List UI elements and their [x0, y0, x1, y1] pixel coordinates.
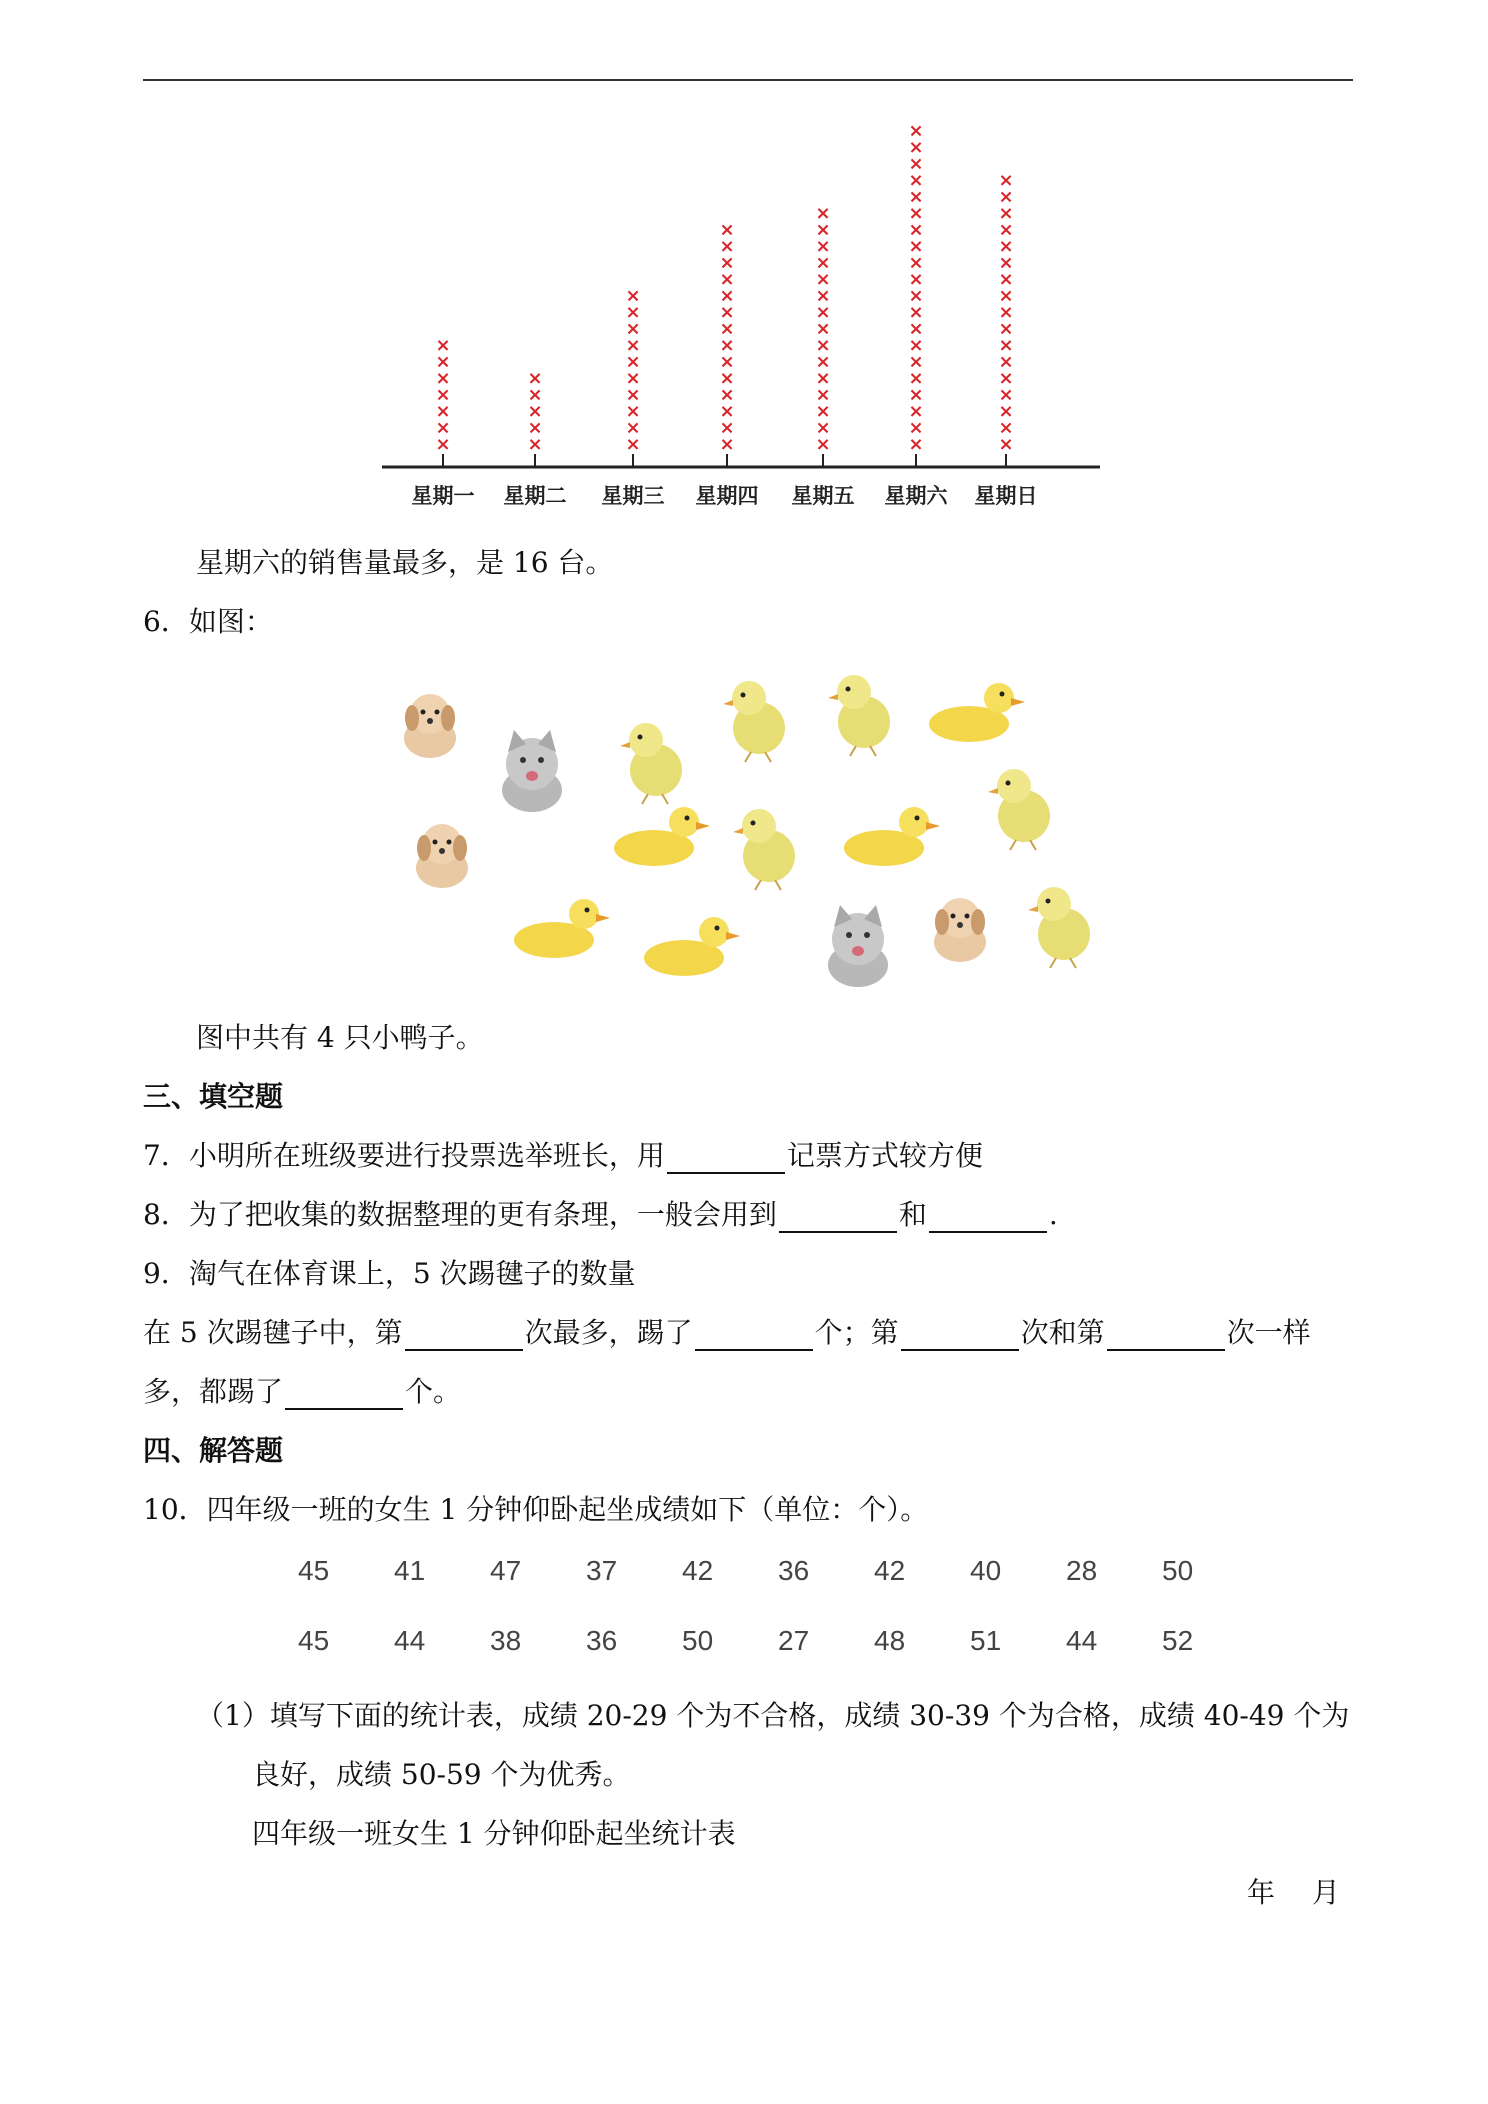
- q8-text-c: .: [1048, 1198, 1058, 1231]
- x-marker: ×: [908, 153, 924, 175]
- x-marker: ×: [908, 203, 924, 224]
- x-marker: ×: [908, 368, 924, 389]
- x-marker: ×: [815, 368, 831, 389]
- x-marker: ×: [908, 252, 924, 274]
- score-value: 51: [970, 1625, 1002, 1656]
- x-marker: ×: [815, 269, 831, 290]
- x-marker: ×: [998, 252, 1014, 274]
- q9-text-e: 次一样: [1226, 1316, 1311, 1349]
- x-marker: ×: [908, 137, 924, 158]
- x-marker: ×: [719, 252, 735, 274]
- q5-answer: 星期六的销售量最多，是 16 台。: [196, 546, 614, 579]
- x-marker: ×: [815, 203, 831, 224]
- q6-answer: 图中共有 4 只小鸭子。: [196, 1021, 484, 1054]
- section-3-heading: 三、填空题: [143, 1080, 284, 1113]
- q9-text-d: 次和第: [1020, 1316, 1105, 1349]
- x-marker: ×: [815, 384, 831, 406]
- x-marker: ×: [435, 434, 451, 455]
- score-value: 37: [586, 1555, 618, 1586]
- x-marker: ×: [719, 219, 735, 241]
- score-value: 45: [298, 1555, 330, 1586]
- header-rule: [143, 79, 1353, 81]
- scores-row-2: [298, 1625, 1258, 1657]
- x-marker: ×: [435, 351, 451, 373]
- q9-text-c: 个；第: [814, 1316, 899, 1349]
- x-marker: ×: [908, 120, 924, 142]
- score-value: 36: [586, 1625, 618, 1656]
- x-marker: ×: [998, 203, 1014, 224]
- x-marker: ×: [625, 434, 641, 455]
- x-marker: ×: [998, 351, 1014, 373]
- q9-blank-4[interactable]: [1107, 1319, 1225, 1351]
- x-marker: ×: [998, 417, 1014, 439]
- x-marker: ×: [719, 335, 735, 356]
- x-marker: ×: [908, 384, 924, 406]
- question-9-line-1: [143, 1315, 1311, 1351]
- chick-image: [733, 809, 795, 890]
- x-marker: ×: [719, 434, 735, 455]
- q8-blank-1[interactable]: [779, 1201, 897, 1233]
- x-marker: ×: [435, 335, 451, 356]
- q9-blank-5[interactable]: [285, 1378, 403, 1410]
- score-value: 50: [682, 1625, 714, 1656]
- animals-picture: [390, 672, 1110, 1002]
- x-marker: ×: [815, 302, 831, 323]
- x-marker: ×: [815, 335, 831, 356]
- x-marker: ×: [435, 401, 451, 422]
- x-marker: ×: [998, 269, 1014, 290]
- score-value: 38: [490, 1625, 522, 1656]
- x-marker: ×: [998, 318, 1014, 340]
- x-marker: ×: [719, 401, 735, 422]
- x-tick-label: 星期二: [503, 484, 567, 508]
- score-value: 27: [778, 1625, 810, 1656]
- x-marker: ×: [908, 170, 924, 191]
- x-marker: ×: [625, 318, 641, 340]
- x-marker: ×: [998, 285, 1014, 307]
- q8-blank-2[interactable]: [929, 1201, 1047, 1233]
- x-marker: ×: [815, 351, 831, 373]
- x-marker: ×: [998, 186, 1014, 208]
- x-marker: ×: [998, 434, 1014, 455]
- x-marker: ×: [998, 335, 1014, 356]
- question-8: [143, 1197, 1058, 1233]
- x-tick-label: 星期三: [601, 484, 665, 508]
- x-marker: ×: [998, 368, 1014, 389]
- x-tick-label: 星期六: [884, 484, 948, 508]
- x-marker: ×: [815, 252, 831, 274]
- x-marker: ×: [435, 417, 451, 439]
- scores-row-1: [298, 1555, 1258, 1587]
- q9-text-b: 次最多，踢了: [524, 1316, 693, 1349]
- q9-text-f: 多，都踢了: [143, 1375, 284, 1408]
- question-9-line-2: [143, 1374, 461, 1410]
- x-marker: ×: [815, 236, 831, 257]
- x-marker: ×: [527, 368, 543, 389]
- x-marker: ×: [998, 236, 1014, 257]
- x-marker: ×: [815, 401, 831, 422]
- q7-text-b: 记票方式较方便: [786, 1139, 983, 1172]
- x-marker: ×: [815, 434, 831, 455]
- x-marker: ×: [719, 302, 735, 323]
- x-marker: ×: [625, 417, 641, 439]
- x-marker: ×: [908, 285, 924, 307]
- q8-text-a: 8．为了把收集的数据整理的更有条理，一般会用到: [143, 1198, 777, 1231]
- q9-title: 9．淘气在体育课上，5 次踢毽子的数量: [143, 1257, 636, 1290]
- q9-text-g: 个。: [405, 1375, 462, 1408]
- x-marker: ×: [998, 302, 1014, 323]
- score-value: 42: [682, 1555, 714, 1586]
- x-marker: ×: [815, 318, 831, 340]
- x-marker: ×: [435, 384, 451, 406]
- x-marker: ×: [719, 351, 735, 373]
- q10-sub1-line-1: （1）填写下面的统计表，成绩 20-29 个为不合格，成绩 30-39 个为合格，成绩 40-49 个为: [196, 1699, 1350, 1732]
- x-marker: ×: [908, 269, 924, 290]
- x-marker: ×: [527, 417, 543, 439]
- score-value: 42: [874, 1555, 906, 1586]
- score-value: 44: [1066, 1625, 1098, 1656]
- x-marker: ×: [908, 351, 924, 373]
- x-marker: ×: [527, 384, 543, 406]
- x-marker: ×: [625, 368, 641, 389]
- duckling-image: [844, 807, 940, 866]
- x-marker: ×: [625, 384, 641, 406]
- q9-blank-3[interactable]: [901, 1319, 1019, 1351]
- x-marker: ×: [908, 219, 924, 241]
- x-tick-label: 星期四: [695, 484, 759, 508]
- x-marker: ×: [815, 219, 831, 241]
- table-title: 四年级一班女生 1 分钟仰卧起坐统计表: [252, 1817, 736, 1850]
- x-marker: ×: [908, 401, 924, 422]
- x-marker: ×: [908, 236, 924, 257]
- q9-text-a: 在 5 次踢毽子中，第: [143, 1316, 403, 1349]
- x-marker: ×: [625, 285, 641, 307]
- x-tick-label: 星期一: [411, 484, 475, 508]
- score-value: 28: [1066, 1555, 1098, 1586]
- q6-title: 6．如图：: [143, 605, 273, 638]
- x-marker: ×: [908, 417, 924, 439]
- x-marker: ×: [998, 170, 1014, 191]
- question-7: [143, 1138, 983, 1174]
- x-marker: ×: [719, 417, 735, 439]
- x-marker: ×: [527, 401, 543, 422]
- chick-image: [988, 769, 1050, 850]
- q10-sub1-line-2: 良好，成绩 50-59 个为优秀。: [252, 1758, 631, 1791]
- x-marker: ×: [815, 417, 831, 439]
- chick-image: [1028, 887, 1090, 968]
- x-marker: ×: [908, 186, 924, 208]
- date-label: 年 月: [1247, 1876, 1340, 1909]
- duckling-image: [929, 683, 1025, 742]
- score-value: 50: [1162, 1555, 1194, 1586]
- chick-image: [723, 681, 785, 762]
- duckling-image: [614, 807, 710, 866]
- score-value: 41: [394, 1555, 426, 1586]
- q10-title: 10．四年级一班的女生 1 分钟仰卧起坐成绩如下（单位：个）。: [143, 1493, 929, 1526]
- q9-blank-1[interactable]: [405, 1319, 523, 1351]
- score-value: 48: [874, 1625, 906, 1656]
- weekday-dot-plot: [370, 120, 1120, 520]
- x-marker: ×: [719, 236, 735, 257]
- score-value: 40: [970, 1555, 1002, 1586]
- x-marker: ×: [435, 368, 451, 389]
- x-marker: ×: [625, 351, 641, 373]
- chick-image: [828, 675, 890, 756]
- q7-blank[interactable]: [667, 1142, 785, 1174]
- score-value: 44: [394, 1625, 426, 1656]
- duckling-image: [514, 899, 610, 958]
- x-marker: ×: [815, 285, 831, 307]
- x-marker: ×: [998, 384, 1014, 406]
- x-tick-label: 星期日: [974, 484, 1038, 508]
- x-marker: ×: [719, 318, 735, 340]
- section-4-heading: 四、解答题: [143, 1434, 284, 1467]
- x-marker: ×: [998, 401, 1014, 422]
- x-marker: ×: [719, 384, 735, 406]
- q8-text-b: 和: [898, 1198, 927, 1231]
- q9-blank-2[interactable]: [695, 1319, 813, 1351]
- kitten-image: [502, 730, 562, 812]
- x-marker: ×: [908, 434, 924, 455]
- x-marker: ×: [998, 219, 1014, 241]
- x-marker: ×: [719, 269, 735, 290]
- x-marker: ×: [908, 302, 924, 323]
- puppy-image: [404, 694, 456, 758]
- x-marker: ×: [908, 335, 924, 356]
- x-marker: ×: [719, 368, 735, 389]
- duckling-image: [644, 917, 740, 976]
- x-marker: ×: [527, 434, 543, 455]
- q7-text-a: 7．小明所在班级要进行投票选举班长，用: [143, 1139, 665, 1172]
- x-marker: ×: [625, 401, 641, 422]
- score-value: 52: [1162, 1625, 1194, 1656]
- x-marker: ×: [625, 302, 641, 323]
- x-marker: ×: [719, 285, 735, 307]
- score-value: 36: [778, 1555, 810, 1586]
- score-value: 47: [490, 1555, 522, 1586]
- chick-image: [620, 723, 682, 804]
- puppy-image: [934, 898, 986, 962]
- x-marker: ×: [625, 335, 641, 356]
- x-tick-label: 星期五: [791, 484, 855, 508]
- kitten-image: [828, 905, 888, 987]
- score-value: 45: [298, 1625, 330, 1656]
- puppy-image: [416, 824, 468, 888]
- x-marker: ×: [908, 318, 924, 340]
